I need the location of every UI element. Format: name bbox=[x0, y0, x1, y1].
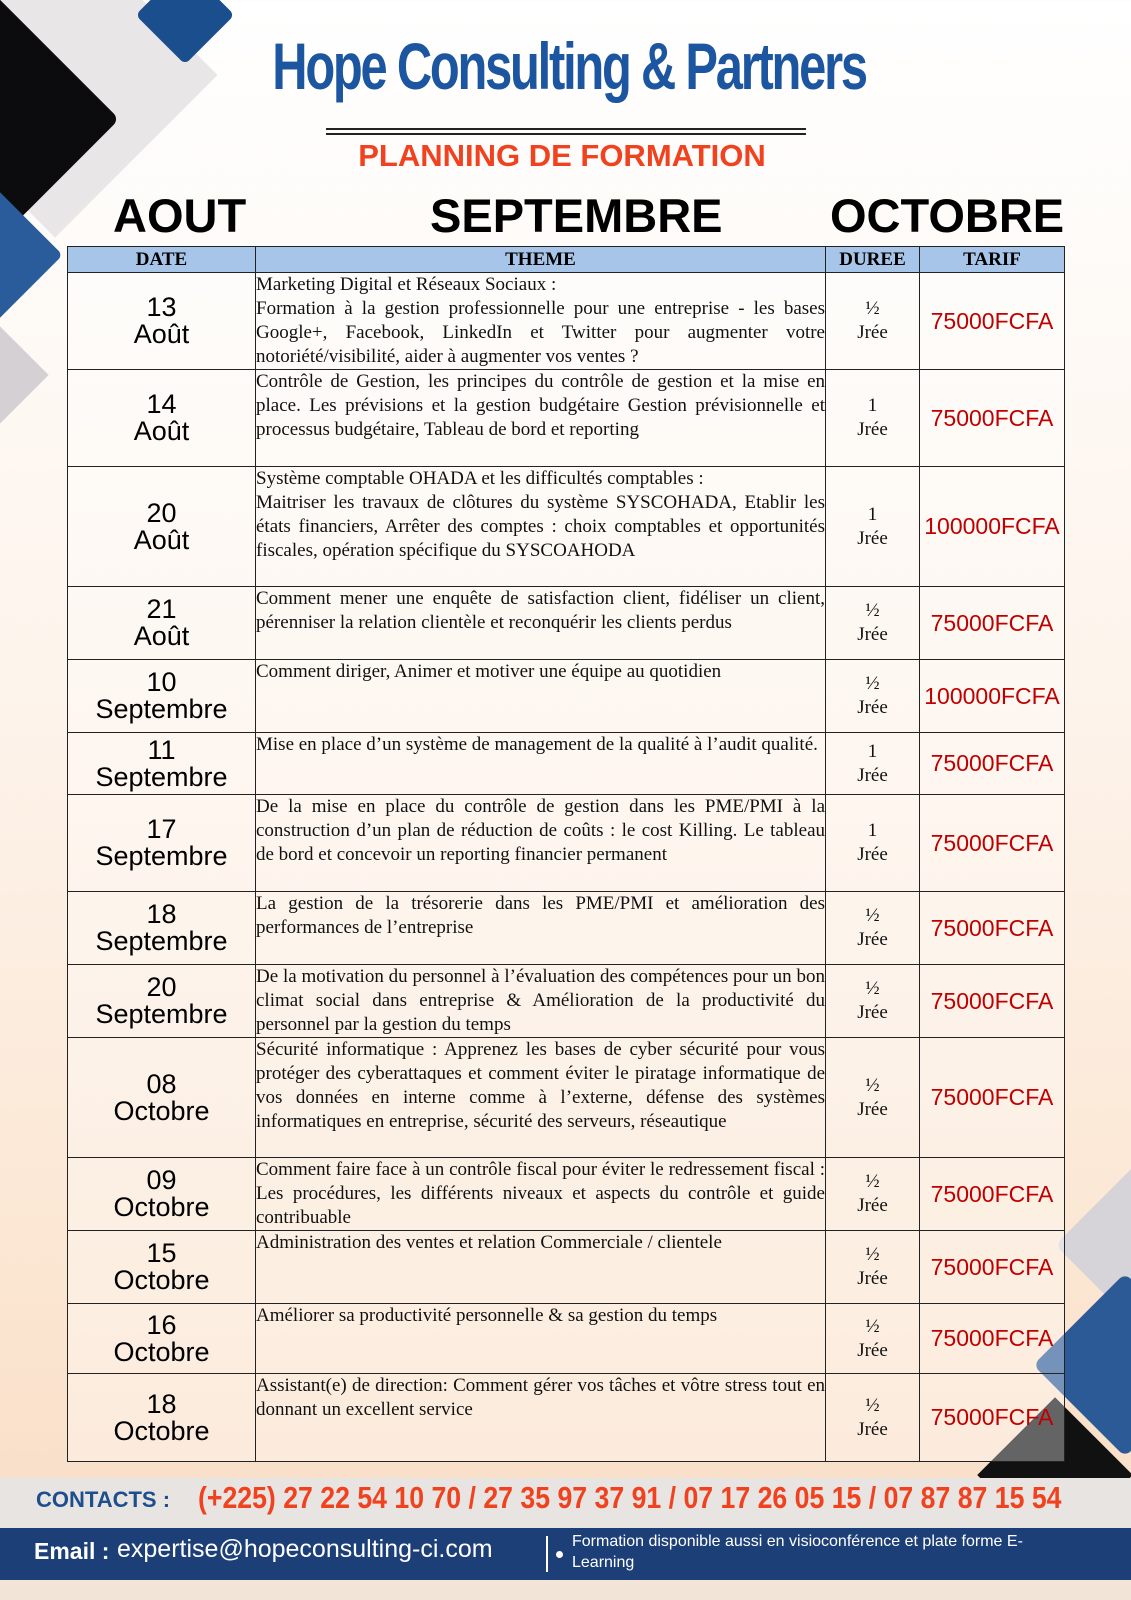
row-theme bbox=[256, 1374, 826, 1462]
theme-text: Formation à la gestion professionnelle pour une entreprise - les bases Google+, Facebook, LinkedIn et Twitter pour augmenter votre notoriété/visibilité, aider à augmenter vos ventes ? bbox=[256, 298, 825, 367]
contacts-label: CONTACTS : bbox=[36, 1487, 171, 1512]
row-date bbox=[68, 1231, 256, 1304]
row-tarif: 75000FCFA bbox=[920, 1304, 1065, 1374]
row-tarif: 75000FCFA bbox=[920, 733, 1065, 795]
date-month: Septembre bbox=[95, 761, 228, 792]
date-month: Août bbox=[133, 621, 190, 651]
row-tarif: 75000FCFA bbox=[920, 1158, 1065, 1231]
row-date bbox=[68, 1304, 256, 1374]
theme-text: Améliorer sa productivité personnelle & sa gestion du temps bbox=[256, 1305, 718, 1326]
duree-unit: Jrée bbox=[857, 929, 888, 950]
row-date bbox=[68, 1374, 256, 1462]
date-day: 18 bbox=[146, 899, 177, 929]
row-date bbox=[68, 467, 256, 587]
date-day: 17 bbox=[146, 814, 177, 844]
month-heading-octobre: OCTOBRE bbox=[830, 189, 1065, 242]
page-subtitle: PLANNING DE FORMATION bbox=[358, 138, 766, 173]
bullet-icon bbox=[556, 1551, 563, 1558]
training-schedule-table bbox=[67, 246, 1065, 1462]
duree-value: ½ bbox=[865, 673, 880, 694]
duree-unit: Jrée bbox=[857, 844, 888, 865]
theme-text: Administration des ventes et relation Commerciale / clientele bbox=[256, 1232, 722, 1253]
date-month: Août bbox=[133, 416, 190, 446]
row-theme bbox=[256, 1038, 826, 1158]
theme-text: Sécurité informatique : Apprenez les bases de cyber sécurité pour vous protéger des cyberattaques et comment éviter le piratage informatique de vos données en interne comme à l’externe, défense des systèmes informatiques en entreprise, sécurité des serveurs, réseautique bbox=[256, 1039, 825, 1132]
row-theme bbox=[256, 467, 826, 587]
row-theme bbox=[256, 1158, 826, 1231]
theme-text: Assistant(e) de direction: Comment gérer vos tâches et vôtre stress tout en donnant un excellent service bbox=[256, 1375, 825, 1420]
row-date bbox=[68, 660, 256, 733]
date-month: Août bbox=[133, 319, 190, 349]
table-row bbox=[68, 1231, 1065, 1304]
date-month: Septembre bbox=[95, 926, 228, 956]
row-duree bbox=[826, 795, 920, 892]
duree-value: ½ bbox=[865, 978, 880, 999]
date-month: Octobre bbox=[113, 1336, 210, 1367]
contact-phone-numbers[interactable]: (+225) 27 22 54 10 70 / 27 35 97 37 91 / 07 17 26 05 15 / 07 87 87 15 54 bbox=[198, 1480, 1062, 1515]
month-heading-septembre: SEPTEMBRE bbox=[430, 189, 723, 242]
row-duree bbox=[826, 587, 920, 660]
row-tarif: 75000FCFA bbox=[920, 587, 1065, 660]
row-theme bbox=[256, 370, 826, 467]
elearning-note: Formation disponible aussi en visioconférence et plate forme E-Learning bbox=[572, 1533, 1023, 1571]
table-row bbox=[68, 1158, 1065, 1231]
duree-value: 1 bbox=[867, 820, 878, 841]
row-duree bbox=[826, 733, 920, 795]
table-row bbox=[68, 965, 1065, 1038]
date-day: 21 bbox=[146, 594, 177, 624]
theme-text: De la motivation du personnel à l’évaluation des compétences pour un bon climat social dans entreprise & Amélioration de la productivité du personnel par la gestion du temps bbox=[256, 966, 825, 1035]
table-row bbox=[68, 467, 1065, 587]
row-date bbox=[68, 892, 256, 965]
column-header-theme: THEME bbox=[256, 247, 826, 273]
duree-value: 1 bbox=[867, 395, 878, 416]
theme-text: Mise en place d’un système de management de la qualité à l’audit qualité. bbox=[256, 734, 818, 755]
table-row bbox=[68, 660, 1065, 733]
date-month: Octobre bbox=[113, 1192, 210, 1222]
row-date bbox=[68, 273, 256, 370]
bottom-strip bbox=[0, 1580, 1131, 1600]
row-duree bbox=[826, 1038, 920, 1158]
date-day: 13 bbox=[146, 292, 177, 322]
date-day: 10 bbox=[146, 667, 177, 697]
duree-unit: Jrée bbox=[857, 322, 888, 343]
date-month: Août bbox=[133, 524, 190, 555]
theme-text: Contrôle de Gestion, les principes du contrôle de gestion et la mise en place. Les prévisions et la gestion budgétaire Gestion prévisionnelle et processus budgétaire, Tableau de bord et reporting bbox=[256, 371, 825, 440]
row-theme bbox=[256, 892, 826, 965]
row-duree bbox=[826, 1231, 920, 1304]
brand-header bbox=[0, 28, 1131, 104]
table-row bbox=[68, 1304, 1065, 1374]
row-date bbox=[68, 370, 256, 467]
row-duree bbox=[826, 370, 920, 467]
theme-text: Comment diriger, Animer et motiver une équipe au quotidien bbox=[256, 661, 722, 682]
theme-text: La gestion de la trésorerie dans les PME/PMI et amélioration des performances de l’entreprise bbox=[256, 893, 825, 938]
row-duree bbox=[826, 1304, 920, 1374]
row-tarif: 75000FCFA bbox=[920, 795, 1065, 892]
date-day: 20 bbox=[146, 972, 177, 1002]
duree-unit: Jrée bbox=[857, 527, 888, 549]
email-label: Email : bbox=[34, 1538, 110, 1564]
duree-value: ½ bbox=[865, 905, 880, 926]
table-row bbox=[68, 273, 1065, 370]
row-date bbox=[68, 795, 256, 892]
duree-value: ½ bbox=[865, 1394, 880, 1416]
row-tarif: 100000FCFA bbox=[920, 660, 1065, 733]
date-day: 18 bbox=[146, 1388, 177, 1419]
row-duree bbox=[826, 467, 920, 587]
month-heading-aout: AOUT bbox=[113, 189, 247, 242]
duree-unit: Jrée bbox=[857, 764, 888, 786]
duree-value: ½ bbox=[865, 1315, 880, 1337]
row-date bbox=[68, 965, 256, 1038]
date-day: 15 bbox=[146, 1238, 177, 1268]
theme-text: Maitriser les travaux de clôtures du système SYSCOHADA, Etablir les états financiers, Arrêter des comptes : choix comptables et opportunités fiscales, opération spécifique du SYSCOAHODA bbox=[256, 492, 825, 561]
row-theme bbox=[256, 733, 826, 795]
duree-unit: Jrée bbox=[857, 1418, 888, 1440]
row-date bbox=[68, 1038, 256, 1158]
row-tarif: 75000FCFA bbox=[920, 965, 1065, 1038]
table-row bbox=[68, 795, 1065, 892]
theme-text: Comment mener une enquête de satisfaction client, fidéliser un client, pérenniser la relation clientèle et reconquérir les clients perdus bbox=[256, 588, 825, 633]
row-theme bbox=[256, 965, 826, 1038]
row-date bbox=[68, 587, 256, 660]
row-theme bbox=[256, 1304, 826, 1374]
duree-value: 1 bbox=[867, 503, 878, 525]
row-duree bbox=[826, 1158, 920, 1231]
date-day: 11 bbox=[147, 734, 176, 765]
date-day: 14 bbox=[146, 389, 177, 419]
table-row bbox=[68, 733, 1065, 795]
date-month: Octobre bbox=[113, 1265, 210, 1295]
row-tarif: 75000FCFA bbox=[920, 1038, 1065, 1158]
date-month: Septembre bbox=[95, 694, 228, 724]
row-duree bbox=[826, 965, 920, 1038]
theme-text: De la mise en place du contrôle de gestion dans les PME/PMI à la construction d’un plan de réduction de coûts : le cost Killing. Le tableau de bord et concevoir un reporting financier permanent bbox=[256, 796, 825, 865]
date-month: Septembre bbox=[95, 841, 228, 871]
row-tarif: 75000FCFA bbox=[920, 273, 1065, 370]
table-row bbox=[68, 1374, 1065, 1462]
date-month: Octobre bbox=[113, 1415, 210, 1446]
row-date bbox=[68, 1158, 256, 1231]
duree-unit: Jrée bbox=[857, 1339, 888, 1361]
row-theme bbox=[256, 660, 826, 733]
theme-text: Comment faire face à un contrôle fiscal pour éviter le redressement fiscal : Les procédures, les différents niveaux et aspects du contrôle et guide contribuable bbox=[256, 1159, 825, 1228]
row-theme bbox=[256, 587, 826, 660]
row-tarif: 75000FCFA bbox=[920, 892, 1065, 965]
duree-unit: Jrée bbox=[857, 419, 888, 440]
email-address[interactable]: expertise@hopeconsulting-ci.com bbox=[117, 1535, 493, 1563]
row-duree bbox=[826, 892, 920, 965]
footer-separator bbox=[546, 1536, 548, 1572]
duree-unit: Jrée bbox=[857, 1002, 888, 1023]
row-theme bbox=[256, 273, 826, 370]
duree-unit: Jrée bbox=[857, 1268, 888, 1289]
table-row bbox=[68, 587, 1065, 660]
duree-unit: Jrée bbox=[857, 1195, 888, 1216]
table-row bbox=[68, 892, 1065, 965]
row-date bbox=[68, 733, 256, 795]
row-tarif: 75000FCFA bbox=[920, 1231, 1065, 1304]
row-duree bbox=[826, 660, 920, 733]
row-duree bbox=[826, 273, 920, 370]
column-header-duree: DUREE bbox=[826, 247, 920, 273]
table-row bbox=[68, 370, 1065, 467]
row-theme bbox=[256, 1231, 826, 1304]
row-tarif: 100000FCFA bbox=[920, 467, 1065, 587]
table-header-row bbox=[68, 247, 1065, 273]
table-row bbox=[68, 1038, 1065, 1158]
date-month: Octobre bbox=[113, 1095, 210, 1126]
theme-title: Système comptable OHADA et les difficultés comptables : bbox=[256, 468, 704, 489]
duree-value: 1 bbox=[867, 740, 878, 762]
title-divider bbox=[326, 128, 806, 135]
row-tarif: 75000FCFA bbox=[920, 1374, 1065, 1462]
row-theme bbox=[256, 795, 826, 892]
date-day: 08 bbox=[146, 1068, 177, 1099]
duree-value: ½ bbox=[865, 1074, 880, 1096]
duree-value: ½ bbox=[865, 1171, 880, 1192]
date-day: 16 bbox=[146, 1309, 177, 1340]
duree-value: ½ bbox=[865, 600, 880, 621]
duree-unit: Jrée bbox=[857, 697, 888, 718]
date-day: 09 bbox=[146, 1165, 177, 1195]
row-tarif: 75000FCFA bbox=[920, 370, 1065, 467]
column-header-date: DATE bbox=[68, 247, 256, 273]
duree-unit: Jrée bbox=[857, 1098, 888, 1120]
brand-name: Hope Consulting & Partners bbox=[272, 29, 867, 103]
duree-value: ½ bbox=[865, 1244, 880, 1265]
row-duree bbox=[826, 1374, 920, 1462]
date-day: 20 bbox=[146, 497, 177, 528]
theme-title: Marketing Digital et Réseaux Sociaux : bbox=[256, 274, 557, 295]
date-month: Septembre bbox=[95, 999, 228, 1029]
column-header-tarif: TARIF bbox=[920, 247, 1065, 273]
duree-value: ½ bbox=[865, 298, 880, 319]
duree-unit: Jrée bbox=[857, 624, 888, 645]
